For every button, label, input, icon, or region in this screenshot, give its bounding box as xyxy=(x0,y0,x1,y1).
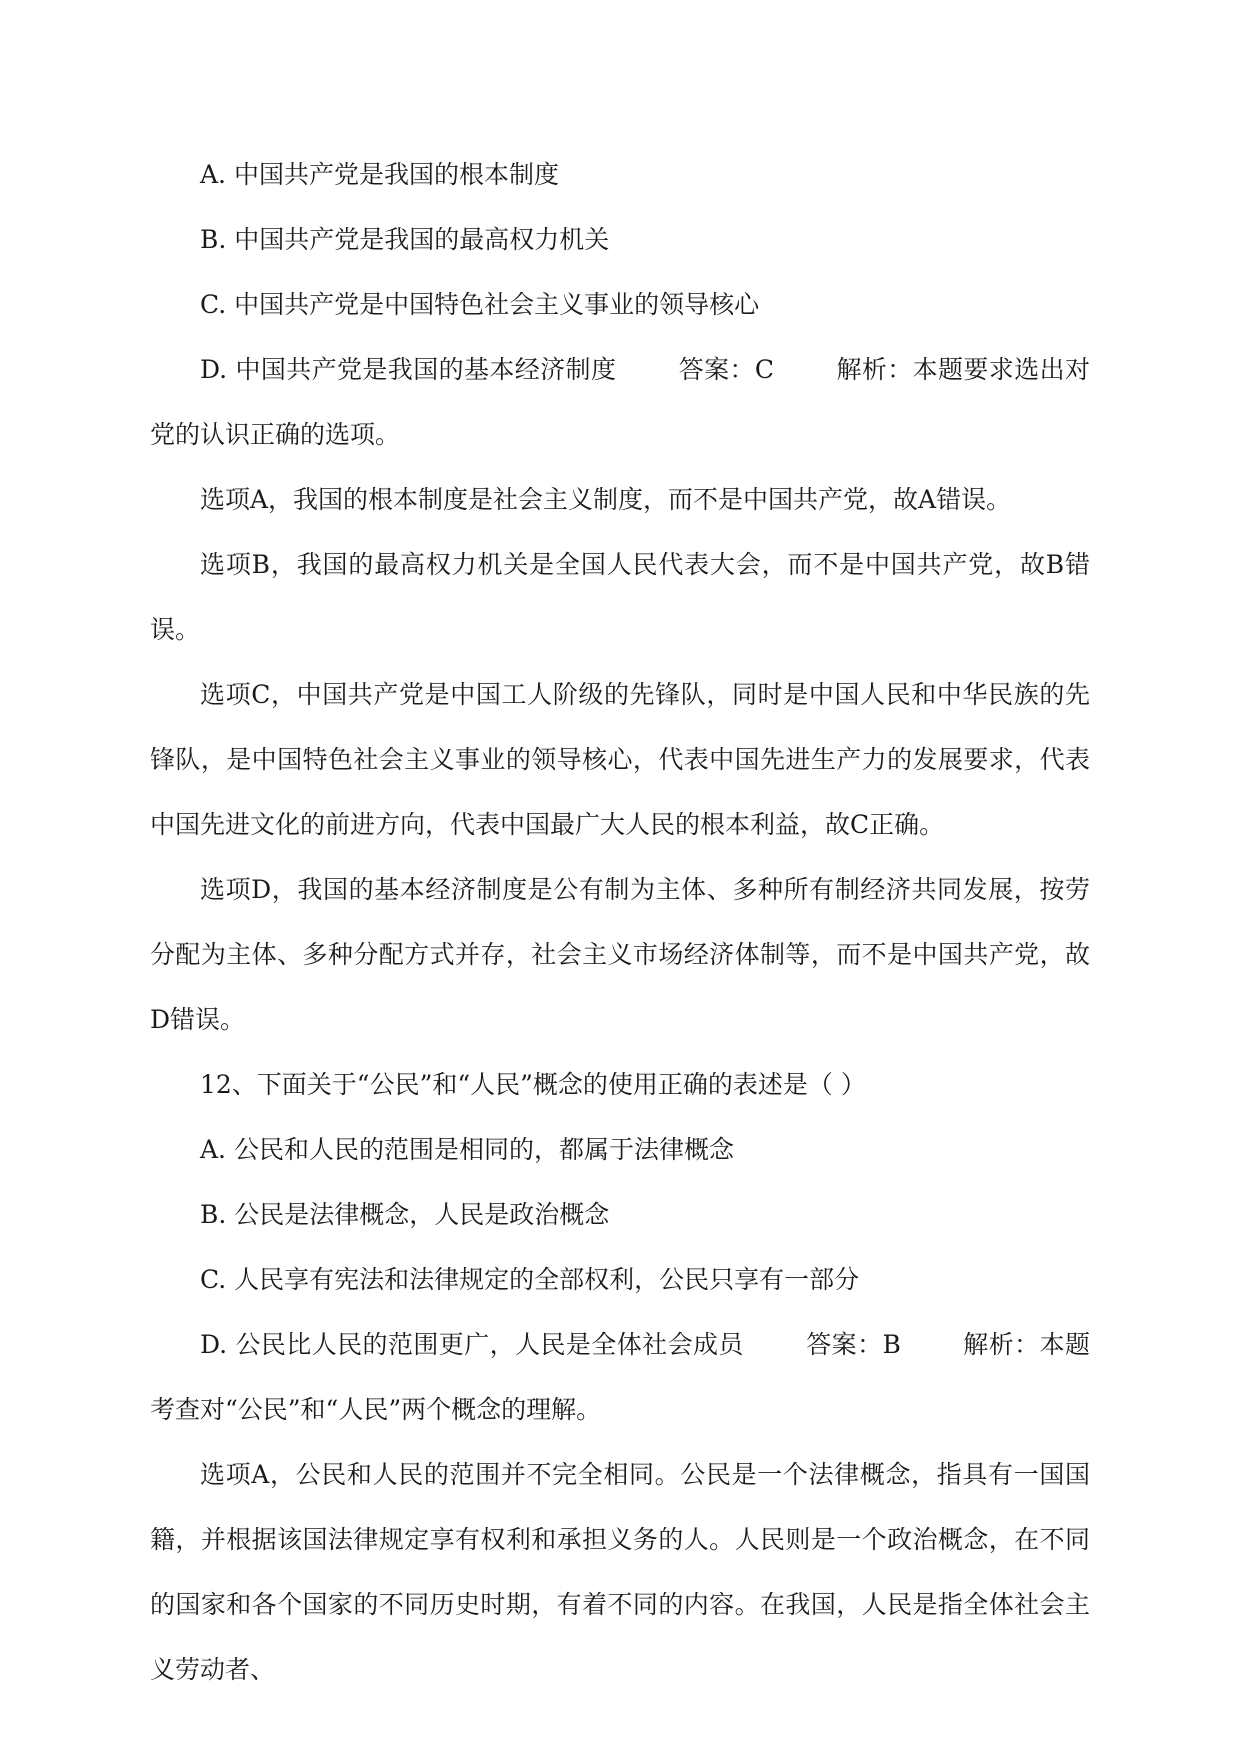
q12-analysis-intro: 解析：本题考查对“公民”和“人民”两个概念的理解。 xyxy=(150,1330,1090,1424)
q12-option-b: B. 公民是法律概念，人民是政治概念 xyxy=(200,1200,610,1229)
q11-analysis-intro: 解析：本题要求选出对党的认识正确的选项。 xyxy=(150,355,1090,449)
q11-explain-d: 选项D，我国的基本经济制度是公有制为主体、多种所有制经济共同发展，按劳分配为主体、多种分配方式并存，社会主义市场经济体制等，而不是中国共产党，故D错误。 xyxy=(150,875,1090,1034)
document-body xyxy=(150,142,1090,1702)
q12-option-a: A. 公民和人民的范围是相同的，都属于法律概念 xyxy=(200,1135,734,1164)
q12-question: 12、下面关于“公民”和“人民”概念的使用正确的表述是（ ） xyxy=(200,1070,866,1099)
q11-option-b: B. 中国共产党是我国的最高权力机关 xyxy=(200,225,610,254)
q11-option-a: A. 中国共产党是我国的根本制度 xyxy=(200,160,559,189)
q11-option-c: C. 中国共产党是中国特色社会主义事业的领导核心 xyxy=(200,290,760,319)
q12-option-d-answer-line xyxy=(150,1312,1090,1442)
q12-option-c: C. 人民享有宪法和法律规定的全部权利，公民只享有一部分 xyxy=(200,1265,860,1294)
q11-explain-b: 选项B，我国的最高权力机关是全国人民代表大会，而不是中国共产党，故B错误。 xyxy=(150,550,1090,644)
q12-answer: 答案：B xyxy=(805,1330,901,1359)
q11-answer: 答案：C xyxy=(678,355,775,384)
q12-explain-a: 选项A，公民和人民的范围并不完全相同。公民是一个法律概念，指具有一国国籍，并根据该国法律规定享有权利和承担义务的人。人民则是一个政治概念，在不同的国家和各个国家的不同历史时期，有着不同的内容。在我国，人民是指全体社会主义劳动者、 xyxy=(150,1460,1090,1684)
q11-explain-a: 选项A，我国的根本制度是社会主义制度，而不是中国共产党，故A错误。 xyxy=(200,485,1012,514)
q11-explain-c: 选项C，中国共产党是中国工人阶级的先锋队，同时是中国人民和中华民族的先锋队，是中国特色社会主义事业的领导核心，代表中国先进生产力的发展要求，代表中国先进文化的前进方向，代表中国最广大人民的根本利益，故C正确。 xyxy=(150,680,1090,839)
q11-option-d: D. 中国共产党是我国的基本经济制度 xyxy=(200,355,617,384)
q11-option-d-answer-line xyxy=(150,337,1090,467)
q12-option-d: D. 公民比人民的范围更广，人民是全体社会成员 xyxy=(200,1330,744,1359)
